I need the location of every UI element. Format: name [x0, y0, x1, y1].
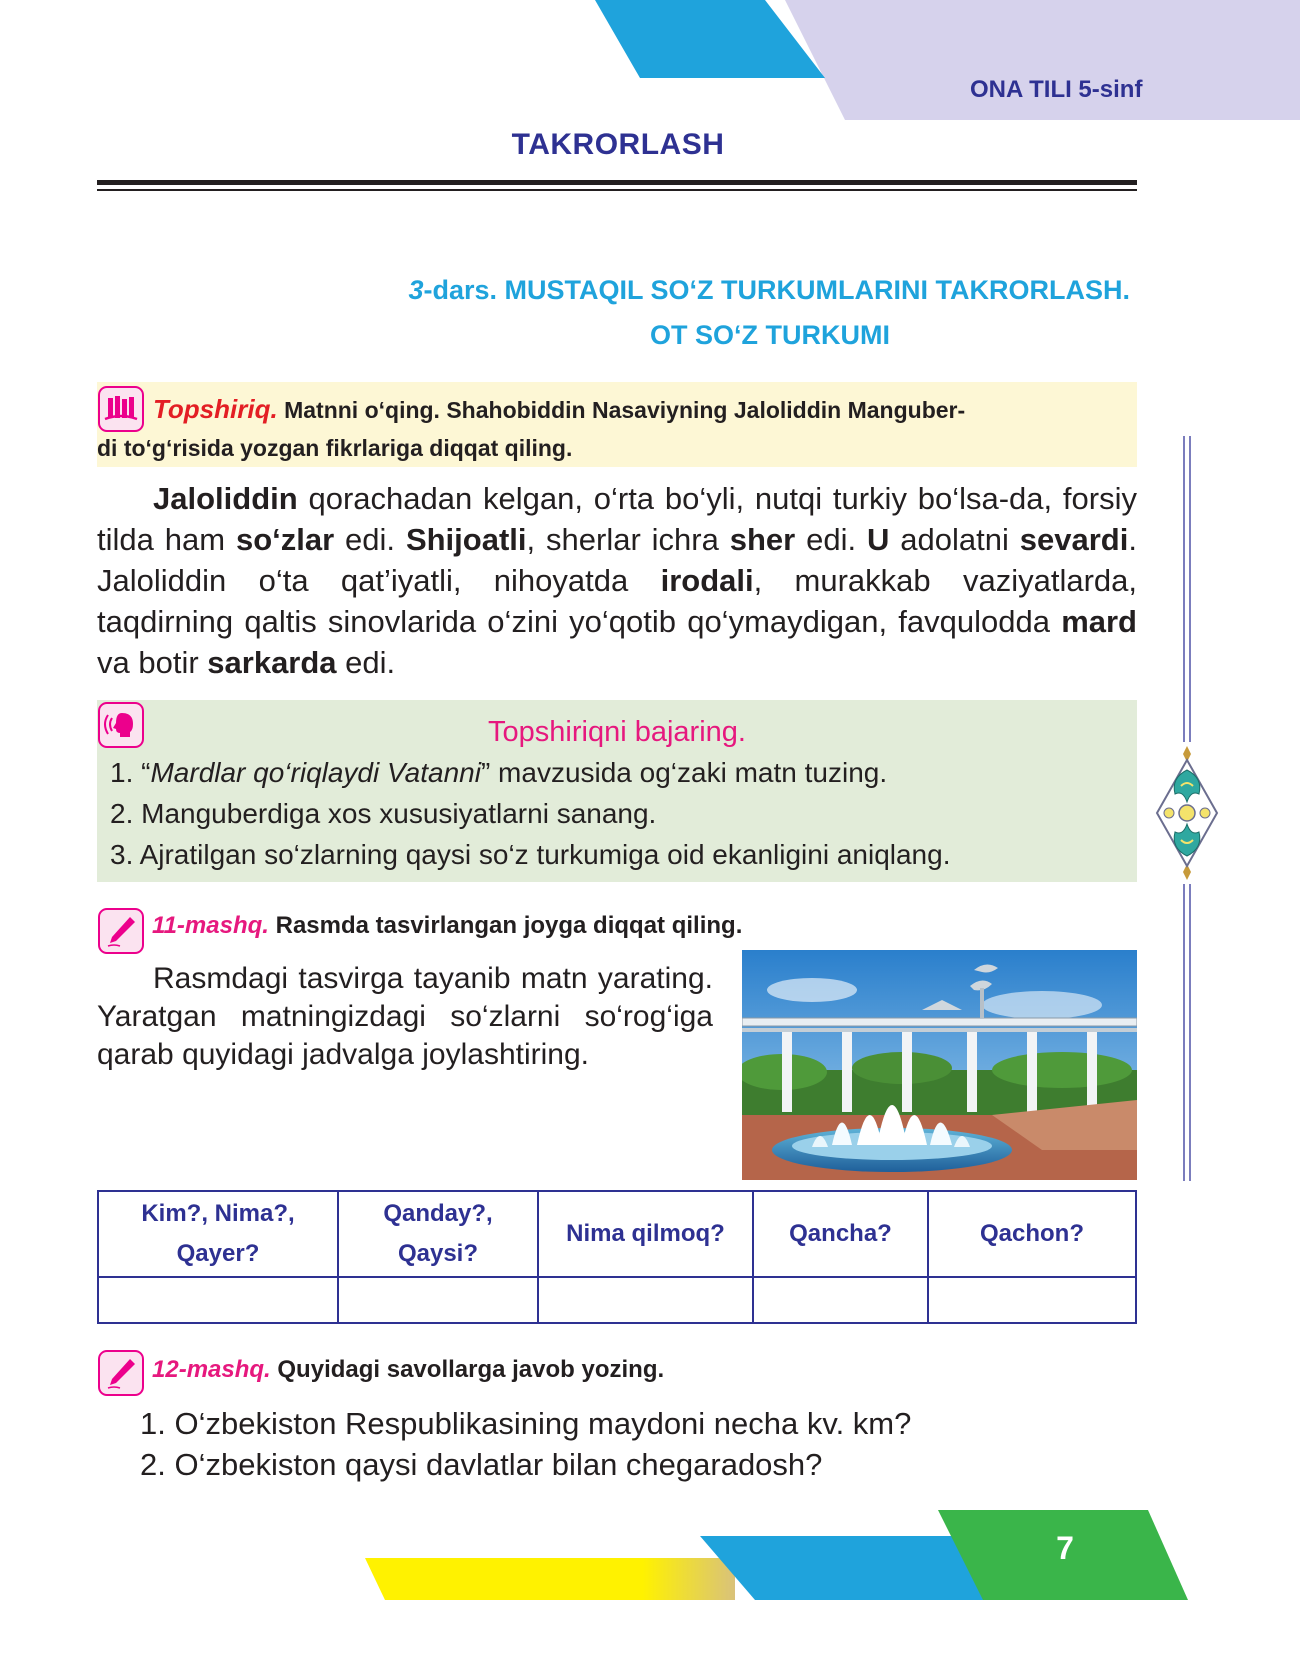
- exercise-12-instruction: Quyidagi savollarga javob yozing.: [270, 1356, 665, 1383]
- paragraph-text: , murakkab vaziyatlarda, taqdirning qaltis sinovlarida o‘zini yo‘qotib qo‘ymaydigan, favqulodda: [97, 563, 1137, 639]
- header-rule-thin: [97, 189, 1137, 191]
- paragraph-text: edi.: [334, 522, 406, 557]
- header-rule-thick: [97, 180, 1137, 185]
- paragraph-text: va botir: [97, 645, 208, 680]
- bold-word: Shijoatli: [405, 522, 527, 557]
- table-header-row: [98, 1191, 1136, 1277]
- exercise-box-list: [110, 752, 1120, 875]
- pen-icon: [98, 1350, 144, 1396]
- paragraph-text: adolatni: [889, 522, 1020, 557]
- table-row: [98, 1277, 1136, 1323]
- bold-word: so‘zlar: [235, 522, 335, 557]
- list-item: 1. O‘zbekiston Respublikasining maydoni necha kv. km?: [140, 1406, 912, 1441]
- table-cell-empty[interactable]: [338, 1277, 538, 1323]
- exercise-box-title: Topshiriqni bajaring.: [488, 716, 746, 748]
- bold-word: irodali: [660, 563, 754, 598]
- task-line2: di to‘g‘risida yozgan fikrlariga diqqat qiling.: [97, 435, 573, 461]
- exercise-12-questions: [140, 1403, 911, 1485]
- table-cell-empty[interactable]: [928, 1277, 1136, 1323]
- bold-word: sarkarda: [207, 645, 337, 680]
- bold-word: U: [867, 522, 890, 557]
- task-lead: Topshiriq.: [153, 394, 278, 424]
- table-cell-empty[interactable]: [98, 1277, 338, 1323]
- paragraph-text: , sherlar ichra: [526, 522, 730, 557]
- paragraph-text: qorachadan kelgan, o‘rta bo‘yli, nutqi turkiy bo‘lsa-da, forsiy tilda ham: [97, 481, 1137, 557]
- lesson-number: 3: [408, 275, 424, 305]
- footer-yellow-band: [365, 1558, 735, 1600]
- table-header-cell: Kim?, Nima?, Qayer?: [98, 1191, 338, 1277]
- pen-icon: [98, 908, 144, 954]
- exercise-11-instruction: Rasmda tasvirlangan joyga diqqat qiling.: [268, 912, 743, 939]
- exercise-11-lead: 11-mashq.: [152, 912, 269, 939]
- monument-fountain-photo: [742, 950, 1137, 1180]
- paragraph-text: edi.: [336, 645, 396, 680]
- exercise-11-text: Rasmdagi tasvirga tayanib matn yarating. Yaratgan matningizdagi so‘zlarni so‘rog‘iga qarab quyidagi jadvalga joylashtiring.: [97, 962, 713, 1071]
- table-cell-empty[interactable]: [538, 1277, 753, 1323]
- table-header-cell: Nima qilmoq?: [538, 1191, 753, 1277]
- paragraph-text: . Jaloliddin o‘ta qat’iyatli, nihoyatda: [97, 522, 1137, 598]
- table-header-cell: Qanday?, Qaysi?: [338, 1191, 538, 1277]
- list-item: 1. “Mardlar qo‘riqlaydi Vatanni” mavzusida og‘zaki matn tuzing.: [110, 757, 888, 788]
- paragraph-text: edi.: [795, 522, 867, 557]
- bold-word: sher: [729, 522, 796, 557]
- table-header-cell: Qachon?: [928, 1191, 1136, 1277]
- bold-word: Jaloliddin: [153, 481, 298, 516]
- subject-label: ONA TILI 5-sinf: [970, 76, 1143, 103]
- list-item: 2. Manguberdiga xos xususiyatlarni sanang.: [110, 798, 657, 829]
- exercise-12-lead: 12-mashq.: [152, 1356, 271, 1383]
- reading-paragraph: [97, 478, 1137, 683]
- task-instruction: [97, 390, 1137, 467]
- word-category-table: [97, 1190, 1137, 1324]
- task-line1: Matnni o‘qing. Shahobiddin Nasaviyning Jaloliddin Manguber-: [277, 397, 966, 423]
- list-item: 2. O‘zbekiston qaysi davlatlar bilan chegaradosh?: [140, 1447, 823, 1482]
- lesson-title-line2: OT SO‘Z TURKUMI: [650, 320, 890, 350]
- bold-word: sevardi: [1019, 522, 1129, 557]
- list-item: 3. Ajratilgan so‘zlarning qaysi so‘z turkumiga oid ekanligini aniqlang.: [110, 839, 951, 870]
- bold-word: mard: [1061, 604, 1137, 639]
- lesson-title-line1: -dars. MUSTAQIL SO‘Z TURKUMLARINI TAKRORLASH.: [423, 275, 1130, 305]
- table-cell-empty[interactable]: [753, 1277, 928, 1323]
- exercise-11-heading: [152, 912, 742, 940]
- lesson-title: [180, 268, 1130, 358]
- exercise-12-heading: [152, 1356, 664, 1384]
- header-blue-band: [595, 0, 825, 78]
- ornament-icon: [1151, 742, 1223, 884]
- table-header-cell: Qancha?: [753, 1191, 928, 1277]
- page-number: 7: [1056, 1530, 1074, 1566]
- section-title: TAKRORLASH: [511, 128, 725, 161]
